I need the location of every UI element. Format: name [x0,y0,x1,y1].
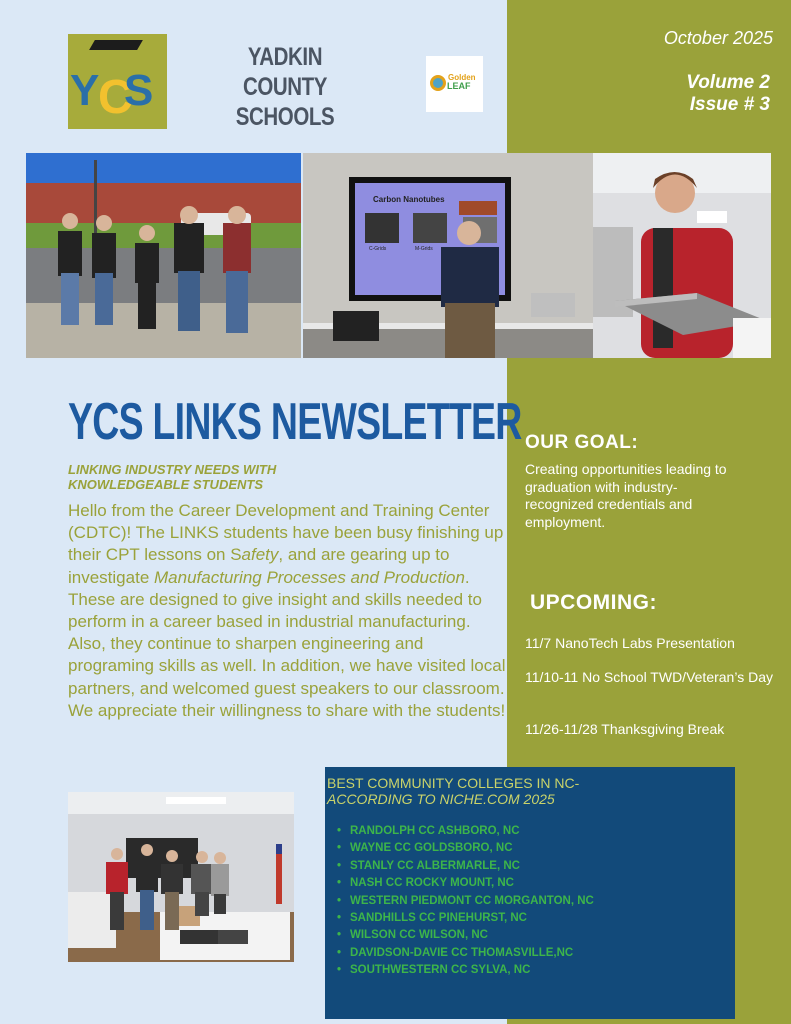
volume-issue [520,72,770,116]
issue-label: Issue # 3 [689,94,770,115]
issue-date: October 2025 [663,28,773,48]
list-item: • DAVIDSON-DAVIE CC THOMASVILLE,NC [335,945,594,962]
volume-label: Volume 2 [686,72,770,93]
upcoming-event: 11/7 NanoTech Labs Presentation [525,635,735,651]
upcoming-event: 11/26-11/28 Thanksgiving Break [525,721,725,737]
goal-text: Creating opportunities leading to graduation with industry-recognized credentials and employment. [525,461,727,530]
safety-text: afety [241,545,279,565]
colleges-list [335,823,594,980]
list-item: • WAYNE CC GOLDSBORO, NC [335,840,594,857]
photo-presenter-nanotubes [303,153,593,358]
community-colleges-box [325,767,735,1019]
newsletter-body: Hello from the Career Development and Training Center (CDTC)! The LINKS students have been busy finishing up their CPT lessons on Safety, and are gearing up to investigate Manufacturing Processes and Production. These are designed to give insight and skills needed to perform in a career based in industrial manufacturing. Also, they continue to sharpen engineering and programing skills as well. In addition, we have visited local partners, and welcomed guest speakers to our classroom. We appreciate their willingness to share with the students! [68,501,506,720]
colleges-source: ACCORDING TO NICHE.COM 2025 [327,791,555,807]
list-item: • WILSON CC WILSON, NC [335,927,594,944]
manufacturing-text: Manufacturing Processes and Production [154,567,465,587]
slide-title: Carbon Nanotubes [373,195,445,204]
list-item: • NASH CC ROCKY MOUNT, NC [335,875,594,892]
slide-label-m-grids: M-Grids [415,246,433,252]
photo-students-outdoors [26,153,301,358]
colleges-heading: BEST COMMUNITY COLLEGES IN NC- [327,775,580,791]
ycs-logo: Y C S [68,34,167,129]
list-item: • STANLY CC ALBERMARLE, NC [335,858,594,875]
upcoming-heading: UPCOMING: [530,591,657,614]
sun-icon [430,75,446,91]
list-item: • RANDOLPH CC ASHBORO, NC [335,823,594,840]
goal-heading: OUR GOAL: [525,432,639,453]
newsletter-title: YCS LINKS NEWSLETTER [68,393,522,451]
school-name: YADKIN COUNTY SCHOOLS [235,43,335,131]
list-item: • SOUTHWESTERN CC SYLVA, NC [335,962,594,979]
list-item: • WESTERN PIEDMONT CC MORGANTON, NC [335,893,594,910]
list-item: • SANDHILLS CC PINEHURST, NC [335,910,594,927]
slide-label-c-grids: C-Grids [369,246,387,252]
golden-leaf-logo: Golden LEAF [426,56,483,112]
photo-group-classroom [68,792,294,962]
newsletter-subtitle: LINKING INDUSTRY NEEDS WITH KNOWLEDGEABLE STUDENTS [68,462,277,492]
graduation-cap-icon [89,40,143,50]
photo-student-with-panel [593,153,771,358]
upcoming-event: 11/10-11 No School TWD/Veteran’s Day [525,669,773,685]
